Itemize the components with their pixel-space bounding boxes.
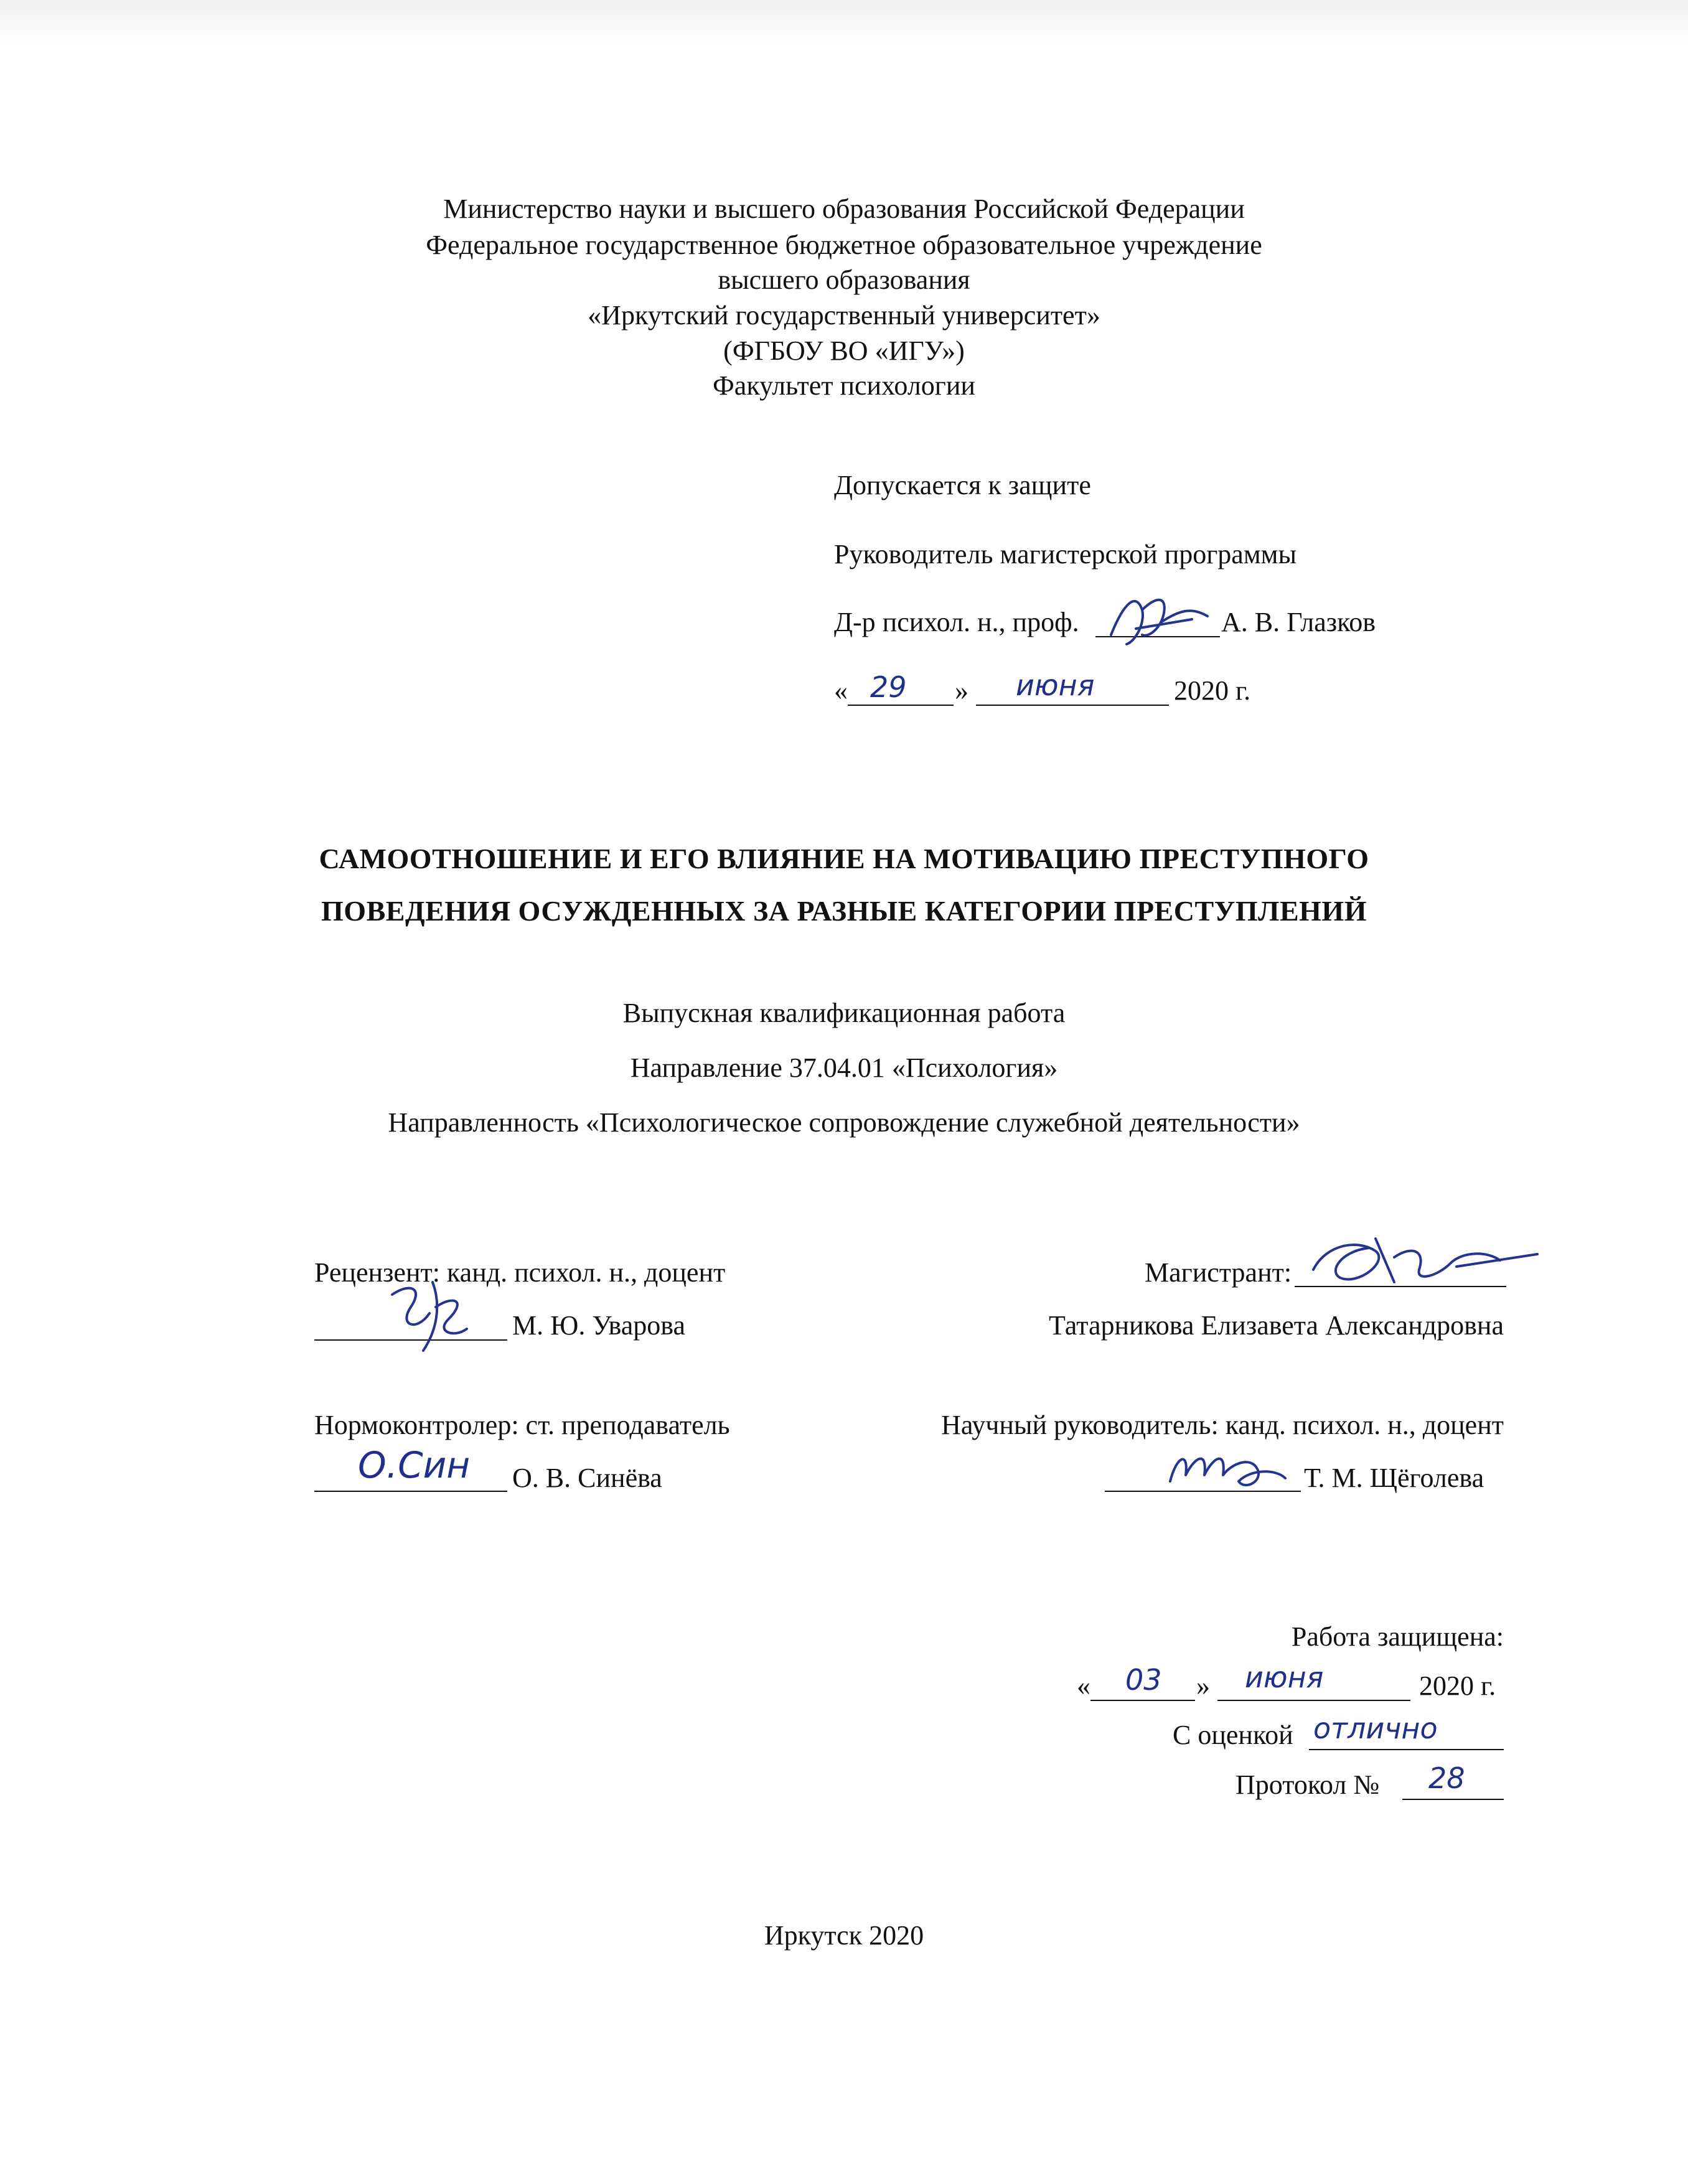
approval-day-line	[848, 705, 954, 706]
normcontrol-role: Нормоконтролер: ст. преподаватель	[314, 1410, 730, 1440]
university-name: «Иркутский государственный университет»	[588, 300, 1100, 330]
work-direction: Направление 37.04.01 «Психология»	[630, 1052, 1058, 1083]
city-year: Иркутск 2020	[764, 1920, 924, 1951]
reviewer-role: Рецензент: канд. психол. н., доцент	[314, 1257, 726, 1288]
grade-label: С оценкой	[1173, 1720, 1293, 1750]
work-type: Выпускная квалификационная работа	[622, 998, 1066, 1028]
grade-line	[1309, 1749, 1504, 1750]
protocol-number-handwritten: 28	[1428, 1761, 1465, 1795]
defense-day-handwritten: 03	[1125, 1663, 1162, 1697]
work-focus: Направленность «Психологическое сопровождение служебной деятельности»	[388, 1107, 1300, 1138]
master-name: Татарникова Елизавета Александровна	[1049, 1310, 1504, 1341]
approval-month-line	[976, 705, 1169, 706]
normcontrol-signature-line	[314, 1491, 507, 1492]
program-head-role: Руководитель магистерской программы	[834, 539, 1297, 569]
thesis-title-line-2: ПОВЕДЕНИЯ ОСУЖДЕННЫХ ЗА РАЗНЫЕ КАТЕГОРИИ ПРЕСТУПЛЕНИЙ	[321, 895, 1367, 927]
thesis-title-line-1: САМООТНОШЕНИЕ И ЕГО ВЛИЯНИЕ НА МОТИВАЦИЮ ПРЕСТУПНОГО	[319, 843, 1369, 874]
university-abbrev: (ФГБОУ ВО «ИГУ»)	[723, 335, 965, 366]
scientific-supervisor-name: Т. М. Щёголева	[1304, 1463, 1484, 1493]
defense-close-quote: »	[1196, 1671, 1210, 1701]
program-head-degree: Д-р психол. н., проф.	[834, 607, 1079, 637]
approval-year: 2020 г.	[1174, 675, 1251, 706]
protocol-line	[1402, 1799, 1504, 1800]
program-head-signature	[1099, 585, 1217, 654]
approval-day-handwritten: 29	[870, 670, 907, 704]
approval-month-handwritten: июня	[1016, 668, 1095, 702]
defense-label: Работа защищена:	[1291, 1621, 1504, 1652]
ministry-line: Министерство науки и высшего образования Российской Федерации	[443, 194, 1245, 224]
defense-day-line	[1090, 1700, 1195, 1701]
reviewer-name: М. Ю. Уварова	[512, 1310, 685, 1341]
defense-open-quote: «	[1077, 1671, 1090, 1701]
program-head-name: А. В. Глазков	[1221, 607, 1376, 637]
reviewer-signature	[373, 1270, 479, 1357]
education-level-line: высшего образования	[718, 265, 970, 295]
master-role: Магистрант:	[1145, 1257, 1292, 1288]
normcontrol-signature: О.Син	[358, 1444, 471, 1486]
admitted-label: Допускается к защите	[834, 470, 1091, 500]
approval-open-quote: «	[834, 675, 848, 706]
defense-year: 2020 г.	[1419, 1671, 1496, 1701]
scientific-supervisor-signature	[1158, 1432, 1295, 1500]
institution-type-line: Федеральное государственное бюджетное образовательное учреждение	[426, 230, 1262, 260]
scan-shadow	[0, 0, 1688, 44]
protocol-label: Протокол №	[1236, 1769, 1380, 1800]
grade-handwritten: отлично	[1313, 1712, 1438, 1745]
defense-month-line	[1217, 1700, 1410, 1701]
scientific-supervisor-role: Научный руководитель: канд. психол. н., доцент	[941, 1410, 1504, 1440]
normcontrol-name: О. В. Синёва	[512, 1463, 662, 1493]
approval-close-quote: »	[955, 675, 968, 706]
defense-month-handwritten: июня	[1245, 1661, 1324, 1694]
faculty-name: Факультет психологии	[713, 370, 975, 401]
master-signature	[1301, 1226, 1550, 1295]
